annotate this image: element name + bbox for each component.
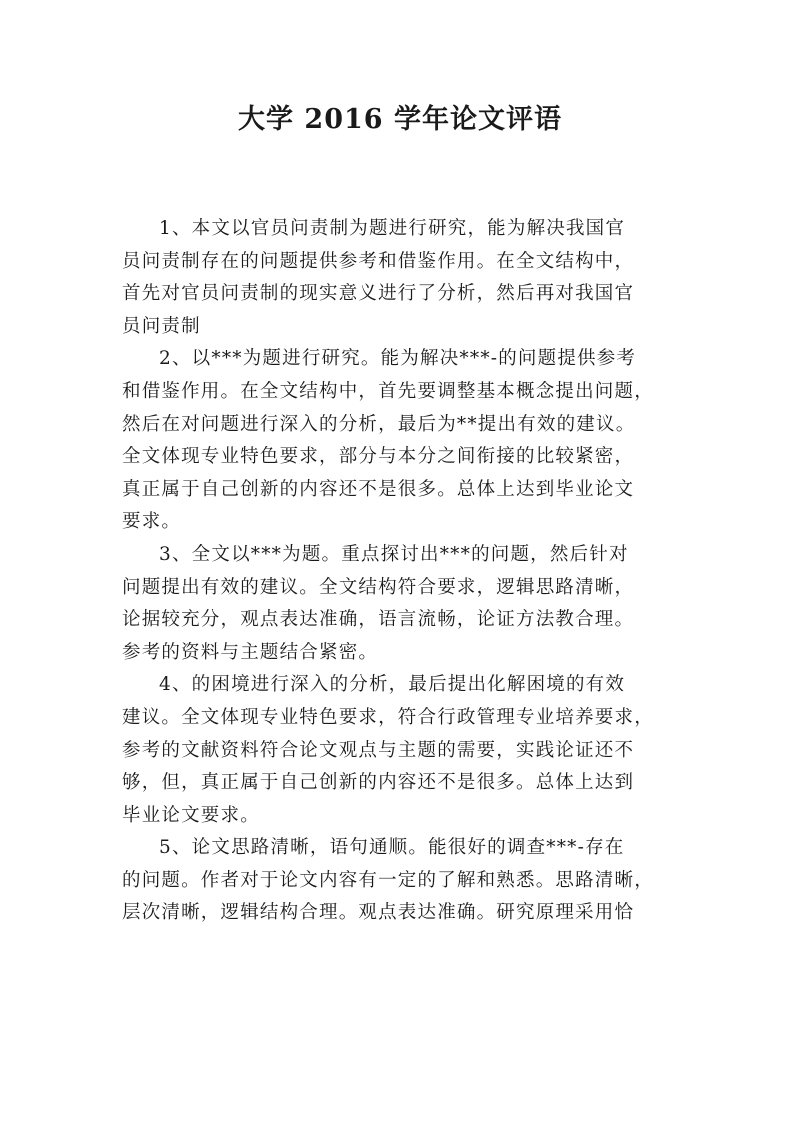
document-title: 大学 2016 学年论文评语 — [238, 104, 562, 135]
paragraph-line: 4、的困境进行深入的分析，最后提出化解困境的有效 — [159, 674, 626, 696]
paragraph-line: 问题提出有效的建议。全文结构符合要求，逻辑思路清晰， — [122, 576, 635, 598]
paragraph-line: 够，但，真正属于自己创新的内容还不是很多。总体上达到 — [122, 772, 635, 794]
paragraph-line: 3、全文以***为题。重点探讨出***的问题，然后针对 — [159, 543, 629, 565]
paragraph-line: 和借鉴作用。在全文结构中，首先要调整基本概念提出问题， — [122, 380, 654, 402]
paragraph-line: 2、以***为题进行研究。能为解决***-的问题提供参考 — [159, 348, 637, 370]
paragraph-line: 层次清晰，逻辑结构合理。观点表达准确。研究原理采用恰 — [122, 902, 635, 924]
paragraph-line: 员问责制 — [122, 315, 201, 337]
paragraph-5 — [122, 832, 682, 930]
paragraph-line: 要求。 — [122, 511, 182, 533]
paragraph-line: 建议。全文体现专业特色要求，符合行政管理专业培养要求， — [122, 706, 654, 728]
paragraph-2 — [122, 343, 682, 539]
paragraph-1 — [122, 213, 682, 343]
paragraph-line: 5、论文思路清晰，语句通顺。能很好的调查***-存在 — [159, 837, 625, 859]
paragraph-line: 1、本文以官员问责制为题进行研究，能为解决我国官 — [159, 218, 626, 239]
paragraph-line: 然后在对问题进行深入的分析，最后为**提出有效的建议。 — [122, 413, 636, 435]
paragraph-4 — [122, 669, 682, 832]
paragraph-line: 首先对官员问责制的现实意义进行了分析，然后再对我国官 — [122, 283, 635, 305]
paragraph-line: 真正属于自己创新的内容还不是很多。总体上达到毕业论文 — [122, 478, 635, 500]
paragraph-line: 员问责制存在的问题提供参考和借鉴作用。在全文结构中， — [122, 250, 635, 272]
paragraph-line: 参考的文献资料符合论文观点与主题的需要，实践论证还不 — [122, 739, 635, 761]
paragraph-line: 毕业论文要求。 — [122, 804, 260, 826]
paragraph-line: 论据较充分，观点表达准确，语言流畅，论证方法教合理。 — [122, 609, 635, 631]
paragraph-line: 的问题。作者对于论文内容有一定的了解和熟悉。思路清晰， — [122, 869, 654, 891]
paragraph-3 — [122, 539, 682, 669]
paragraph-line: 参考的资料与主题结合紧密。 — [122, 641, 379, 663]
document-body — [122, 213, 682, 930]
paragraph-line: 全文体现专业特色要求，部分与本分之间衔接的比较紧密， — [122, 446, 635, 468]
